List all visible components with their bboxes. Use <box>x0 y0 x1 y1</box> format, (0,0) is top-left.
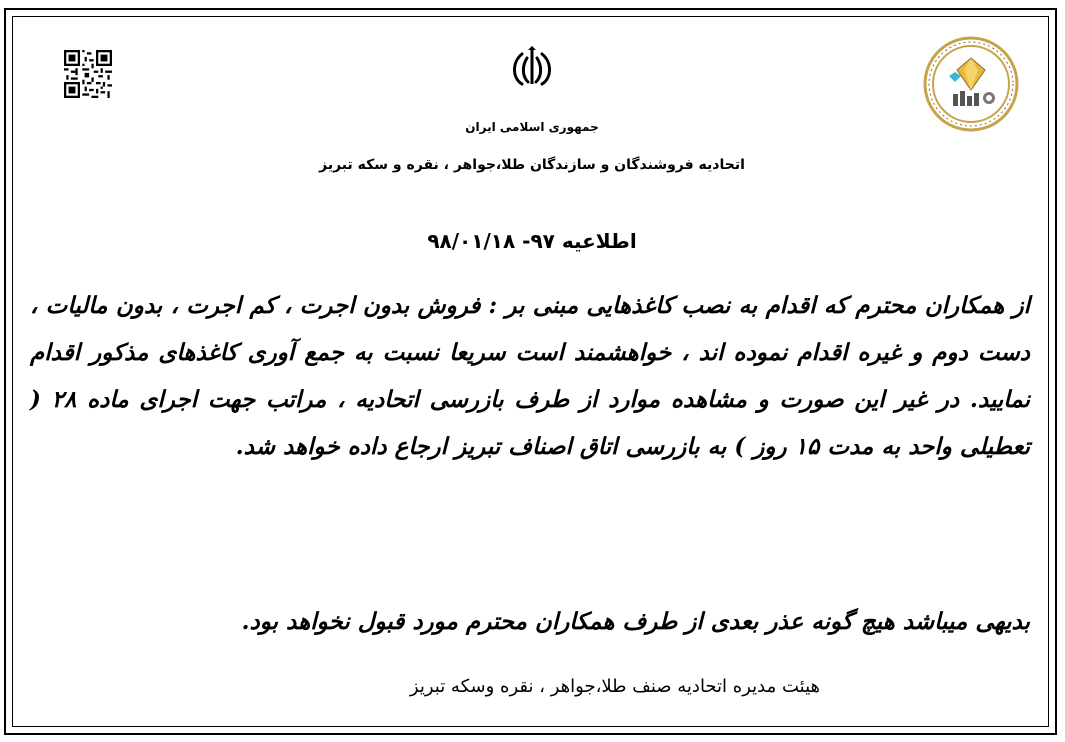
republic-title: جمهوری اسلامی ایران <box>465 120 599 134</box>
iran-emblem-icon <box>510 46 554 90</box>
notice-body: از همکاران محترم که اقدام به نصب کاغذهایی مبنی بر : فروش بدون اجرت ، کم اجرت ، بدون مالیات ، دست دوم و غیره اقدام نموده اند ، خواهشمند است سریعا نسبت به جمع آوری کاغذهای مذکور اقدام نمایید. در غیر این صورت و مشاهده موارد از طرف بازرسی اتحادیه ، مراتب جهت اجرای ماده ۲۸ ( تعطیلی واحد به مدت ۱۵ روز ) به بازرسی اتاق اصناف تبریز ارجاع داده خواهد شد. <box>30 292 1031 460</box>
notice-number-date: اطلاعیه ۹۷- ۹۸/۰۱/۱۸ <box>427 229 637 253</box>
qr-code-icon <box>64 50 112 98</box>
union-title: اتحادیه فروشندگان و سازندگان طلا،جواهر ، نقره و سکه تبریز <box>319 157 745 173</box>
union-seal-logo <box>923 36 1019 132</box>
board-signature: هیئت مدیره اتحادیه صنف طلا،جواهر ، نقره وسکه تبریز <box>409 676 820 697</box>
notice-closing: بدیهی میباشد هیچ گونه عذر بعدی از طرف همکاران محترم مورد قبول نخواهد بود. <box>241 608 1030 635</box>
